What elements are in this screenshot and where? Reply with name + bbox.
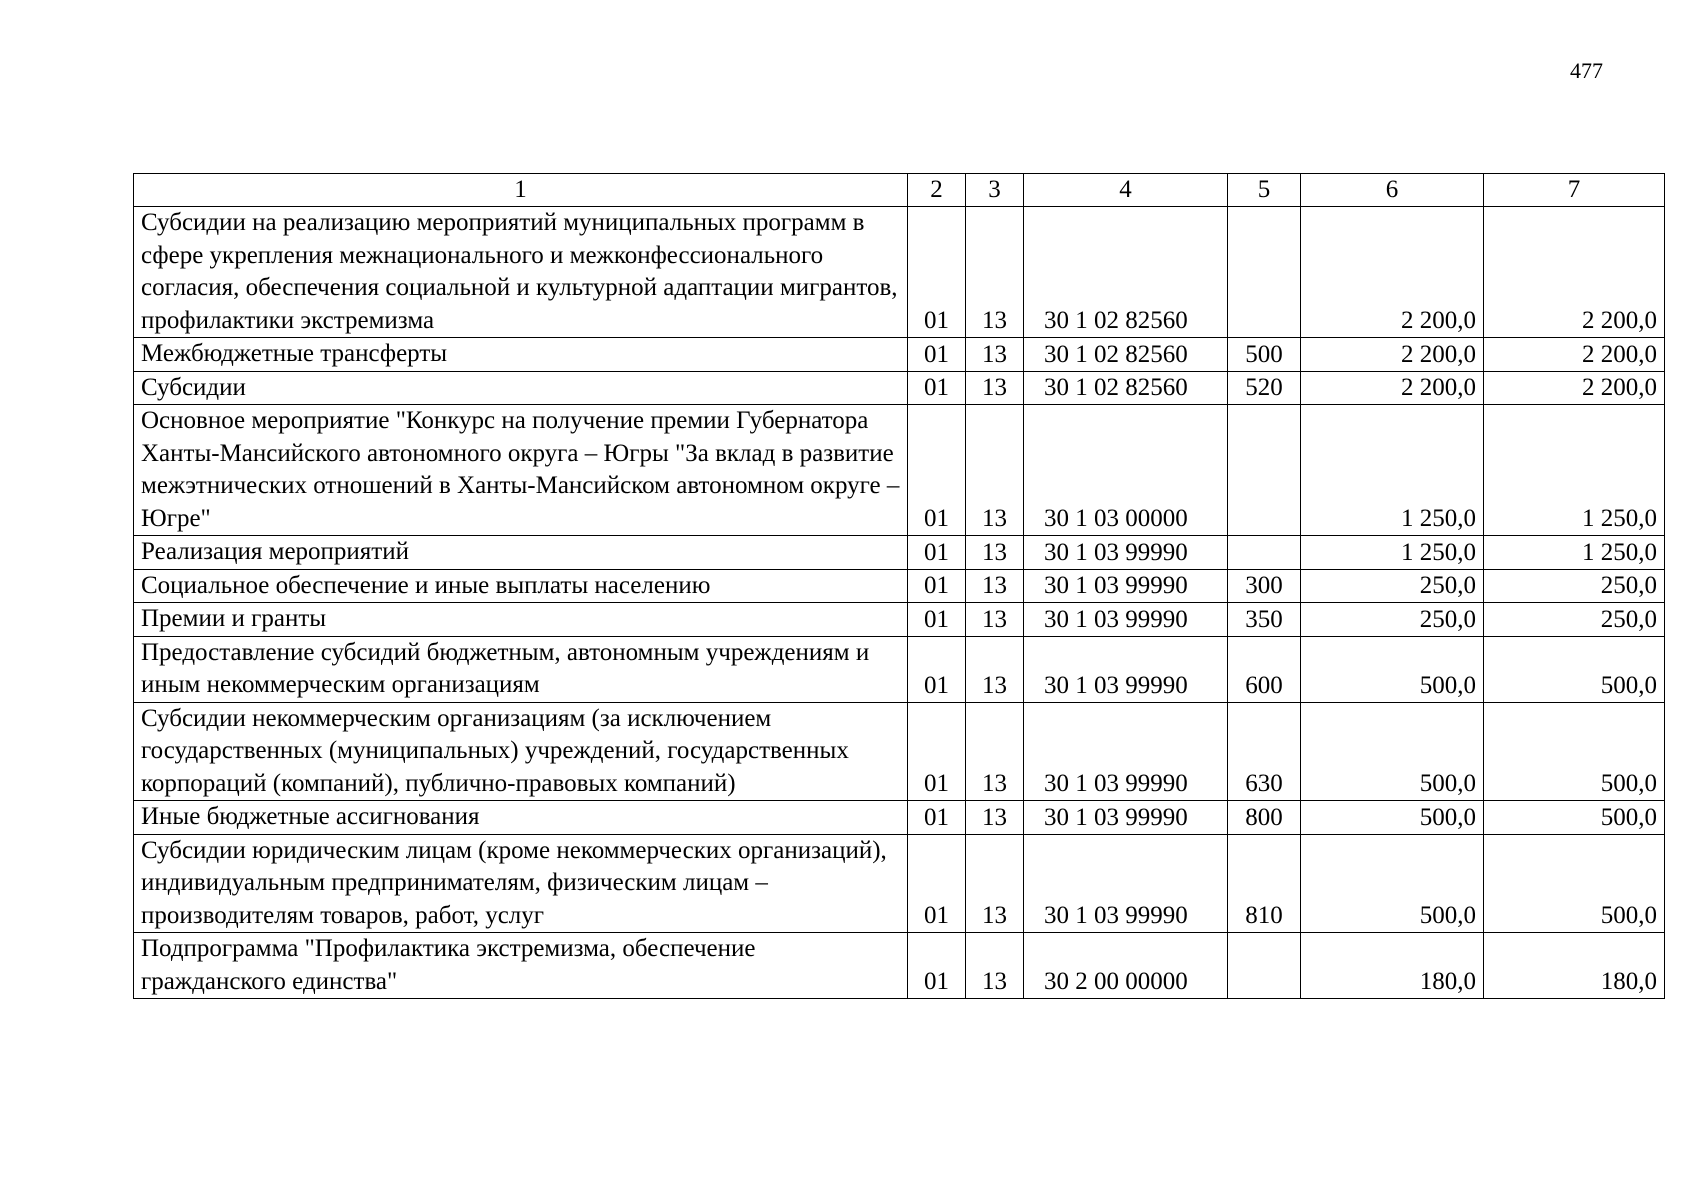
cell-amount-7: 2 200,0 bbox=[1484, 371, 1665, 405]
cell-amount-6: 500,0 bbox=[1301, 834, 1484, 933]
cell-amount-6: 180,0 bbox=[1301, 933, 1484, 999]
cell-target-code: 30 1 03 99990 bbox=[1024, 636, 1228, 702]
cell-section: 01 bbox=[908, 834, 966, 933]
cell-expense-type: 500 bbox=[1228, 338, 1301, 372]
cell-amount-7: 2 200,0 bbox=[1484, 338, 1665, 372]
cell-amount-6: 250,0 bbox=[1301, 603, 1484, 637]
row-name: Субсидии на реализацию мероприятий муниципальных программ в сфере укрепления межнационального и межконфессионального согласия, обеспечения социальной и культурной адаптации мигрантов, профилактики экстремизма bbox=[134, 207, 908, 338]
cell-amount-7: 1 250,0 bbox=[1484, 405, 1665, 536]
cell-amount-6: 500,0 bbox=[1301, 702, 1484, 801]
column-header: 4 bbox=[1024, 174, 1228, 207]
cell-subsection: 13 bbox=[966, 371, 1024, 405]
cell-target-code: 30 1 02 82560 bbox=[1024, 371, 1228, 405]
cell-target-code: 30 1 02 82560 bbox=[1024, 207, 1228, 338]
cell-section: 01 bbox=[908, 371, 966, 405]
cell-subsection: 13 bbox=[966, 536, 1024, 570]
cell-section: 01 bbox=[908, 702, 966, 801]
table-row bbox=[134, 933, 1665, 999]
table-row bbox=[134, 603, 1665, 637]
cell-subsection: 13 bbox=[966, 207, 1024, 338]
column-header: 6 bbox=[1301, 174, 1484, 207]
cell-expense-type: 520 bbox=[1228, 371, 1301, 405]
row-name: Социальное обеспечение и иные выплаты населению bbox=[134, 569, 908, 603]
cell-amount-6: 1 250,0 bbox=[1301, 405, 1484, 536]
row-name: Предоставление субсидий бюджетным, автономным учреждениям и иным некоммерческим организациям bbox=[134, 636, 908, 702]
table-row bbox=[134, 569, 1665, 603]
page-number: 477 bbox=[1570, 58, 1603, 83]
cell-subsection: 13 bbox=[966, 834, 1024, 933]
cell-subsection: 13 bbox=[966, 636, 1024, 702]
cell-amount-7: 500,0 bbox=[1484, 834, 1665, 933]
cell-target-code: 30 1 03 99990 bbox=[1024, 801, 1228, 835]
cell-target-code: 30 1 03 99990 bbox=[1024, 603, 1228, 637]
cell-expense-type: 800 bbox=[1228, 801, 1301, 835]
cell-amount-7: 1 250,0 bbox=[1484, 536, 1665, 570]
table-row bbox=[134, 834, 1665, 933]
cell-amount-7: 250,0 bbox=[1484, 603, 1665, 637]
cell-expense-type: 630 bbox=[1228, 702, 1301, 801]
row-name: Субсидии юридическим лицам (кроме некоммерческих организаций), индивидуальным предпринимателям, физическим лицам – производителям товаров, работ, услуг bbox=[134, 834, 908, 933]
cell-subsection: 13 bbox=[966, 702, 1024, 801]
cell-amount-7: 250,0 bbox=[1484, 569, 1665, 603]
cell-target-code: 30 1 02 82560 bbox=[1024, 338, 1228, 372]
cell-subsection: 13 bbox=[966, 801, 1024, 835]
cell-expense-type bbox=[1228, 405, 1301, 536]
cell-subsection: 13 bbox=[966, 338, 1024, 372]
cell-amount-6: 2 200,0 bbox=[1301, 371, 1484, 405]
cell-amount-6: 1 250,0 bbox=[1301, 536, 1484, 570]
cell-expense-type bbox=[1228, 207, 1301, 338]
column-header: 7 bbox=[1484, 174, 1665, 207]
cell-amount-6: 500,0 bbox=[1301, 801, 1484, 835]
cell-amount-6: 250,0 bbox=[1301, 569, 1484, 603]
cell-target-code: 30 1 03 99990 bbox=[1024, 569, 1228, 603]
column-header: 1 bbox=[134, 174, 908, 207]
cell-target-code: 30 2 00 00000 bbox=[1024, 933, 1228, 999]
table-row bbox=[134, 207, 1665, 338]
table-row bbox=[134, 636, 1665, 702]
cell-amount-7: 500,0 bbox=[1484, 636, 1665, 702]
cell-subsection: 13 bbox=[966, 933, 1024, 999]
cell-amount-7: 500,0 bbox=[1484, 702, 1665, 801]
row-name: Премии и гранты bbox=[134, 603, 908, 637]
cell-expense-type bbox=[1228, 933, 1301, 999]
cell-section: 01 bbox=[908, 636, 966, 702]
table-row bbox=[134, 536, 1665, 570]
cell-section: 01 bbox=[908, 603, 966, 637]
row-name: Субсидии некоммерческим организациям (за исключением государственных (муниципальных) учреждений, государственных корпораций (компаний), публично-правовых компаний) bbox=[134, 702, 908, 801]
table-row bbox=[134, 801, 1665, 835]
cell-section: 01 bbox=[908, 569, 966, 603]
cell-section: 01 bbox=[908, 207, 966, 338]
table-row bbox=[134, 702, 1665, 801]
row-name: Основное мероприятие "Конкурс на получение премии Губернатора Ханты-Мансийского автономного округа – Югры "За вклад в развитие межэтнических отношений в Ханты-Мансийском автономном округе – Югре" bbox=[134, 405, 908, 536]
table-row bbox=[134, 405, 1665, 536]
cell-amount-7: 500,0 bbox=[1484, 801, 1665, 835]
cell-section: 01 bbox=[908, 536, 966, 570]
cell-expense-type bbox=[1228, 536, 1301, 570]
cell-expense-type: 600 bbox=[1228, 636, 1301, 702]
cell-amount-6: 500,0 bbox=[1301, 636, 1484, 702]
table-row bbox=[134, 338, 1665, 372]
column-header: 3 bbox=[966, 174, 1024, 207]
row-name: Иные бюджетные ассигнования bbox=[134, 801, 908, 835]
cell-expense-type: 350 bbox=[1228, 603, 1301, 637]
cell-section: 01 bbox=[908, 405, 966, 536]
column-header: 5 bbox=[1228, 174, 1301, 207]
row-name: Межбюджетные трансферты bbox=[134, 338, 908, 372]
row-name: Подпрограмма "Профилактика экстремизма, обеспечение гражданского единства" bbox=[134, 933, 908, 999]
cell-target-code: 30 1 03 99990 bbox=[1024, 834, 1228, 933]
cell-target-code: 30 1 03 99990 bbox=[1024, 536, 1228, 570]
cell-section: 01 bbox=[908, 338, 966, 372]
cell-amount-6: 2 200,0 bbox=[1301, 338, 1484, 372]
cell-amount-6: 2 200,0 bbox=[1301, 207, 1484, 338]
cell-amount-7: 180,0 bbox=[1484, 933, 1665, 999]
cell-subsection: 13 bbox=[966, 603, 1024, 637]
column-header: 2 bbox=[908, 174, 966, 207]
cell-expense-type: 810 bbox=[1228, 834, 1301, 933]
cell-target-code: 30 1 03 00000 bbox=[1024, 405, 1228, 536]
cell-section: 01 bbox=[908, 801, 966, 835]
cell-subsection: 13 bbox=[966, 569, 1024, 603]
header-row bbox=[134, 174, 1665, 207]
cell-subsection: 13 bbox=[966, 405, 1024, 536]
cell-amount-7: 2 200,0 bbox=[1484, 207, 1665, 338]
cell-section: 01 bbox=[908, 933, 966, 999]
budget-table bbox=[133, 173, 1665, 999]
row-name: Реализация мероприятий bbox=[134, 536, 908, 570]
row-name: Субсидии bbox=[134, 371, 908, 405]
table-row bbox=[134, 371, 1665, 405]
cell-target-code: 30 1 03 99990 bbox=[1024, 702, 1228, 801]
cell-expense-type: 300 bbox=[1228, 569, 1301, 603]
